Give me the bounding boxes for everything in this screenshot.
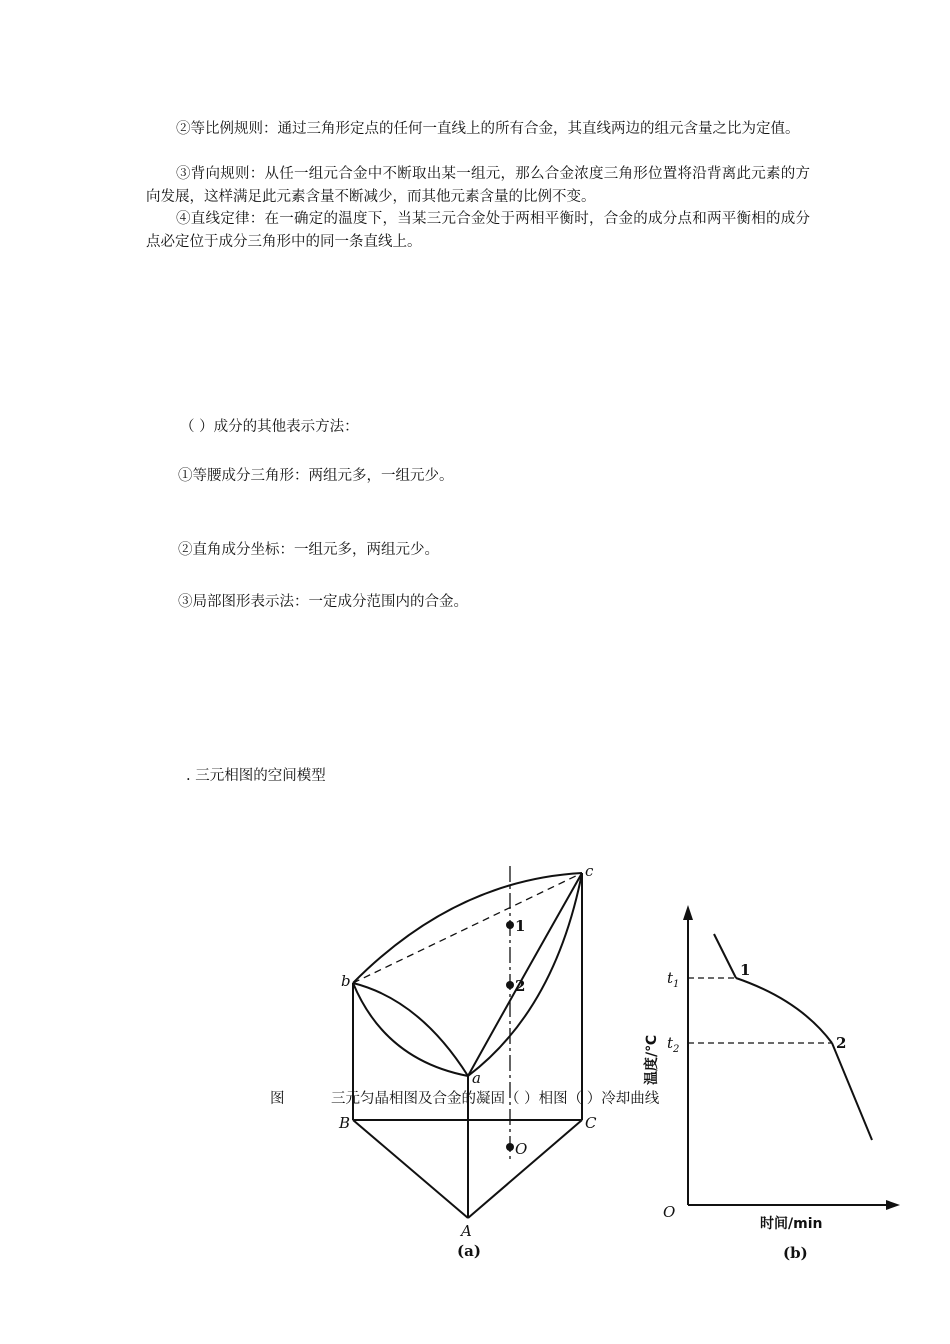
label-C: C [585, 1114, 597, 1132]
panel-b-label: (b) [783, 1244, 808, 1262]
y-axis-arrow [683, 905, 693, 920]
curve-b-a-upper [353, 983, 468, 1076]
y-axis-label: 温度/℃ [644, 1034, 660, 1085]
curve-point-1: 1 [740, 961, 751, 979]
curve-b-a-lower [353, 983, 468, 1076]
x-axis-arrow [886, 1200, 900, 1210]
point-1 [506, 921, 514, 929]
rule-equal-ratio: ②等比例规则：通过三角形定点的任何一直线上的所有合金，其直线两边的组元含量之比为定值。 [176, 121, 800, 137]
point-O [506, 1143, 514, 1151]
label-b: b [341, 972, 351, 990]
curve-point-2: 2 [836, 1034, 847, 1052]
rule-straight-line-law: ④直线定律：在一确定的温度下，当某三元合金处于两相平衡时，合金的成分点和两平衡相的成分点必定位于成分三角形中的同一条直线上。 [146, 211, 810, 250]
origin-label: O [663, 1203, 676, 1221]
method-isosceles: ①等腰成分三角形：两组元多，一组元少。 [178, 468, 454, 484]
label-a: a [472, 1069, 481, 1087]
method-right-angle: ②直角成分坐标：一组元多，两组元少。 [178, 542, 439, 558]
method-partial: ③局部图形表示法：一定成分范围内的合金。 [178, 594, 468, 610]
caption-text: 三元匀晶相图及合金的凝固（ ）相图（ ）冷却曲线 [331, 1091, 660, 1107]
curve-a-c-outer [468, 873, 582, 1076]
other-methods-heading: （ ）成分的其他表示方法： [180, 419, 359, 435]
dashed-b-c [353, 873, 582, 983]
point-2 [506, 981, 514, 989]
label-point-2: 2 [515, 977, 526, 995]
x-axis-label: 时间/min [760, 1216, 823, 1232]
rule-backward: ③背向规则：从任一组元合金中不断取出某一组元，那么合金浓度三角形位置将沿背离此元素的方向发展，这样满足此元素含量不断减少，而其他元素含量的比例不变。 [146, 166, 810, 205]
label-B: B [339, 1114, 351, 1132]
section-title: . 三元相图的空间模型 [186, 768, 326, 784]
label-point-1: 1 [515, 917, 526, 935]
label-O: O [515, 1140, 528, 1158]
curve-segment-solidifying [736, 978, 832, 1043]
curve-segment-solid [832, 1043, 872, 1140]
edge-B-A [353, 1120, 468, 1218]
label-c: c [585, 862, 594, 880]
edge-C-A [468, 1120, 582, 1218]
label-A: A [461, 1222, 472, 1240]
label-t2: $t_2$ [667, 1034, 680, 1055]
panel-a-label: (a) [457, 1242, 481, 1260]
caption-prefix: 图 [270, 1091, 285, 1107]
label-t1: $t_1$ [667, 969, 680, 990]
curve-segment-liquid [714, 934, 736, 978]
